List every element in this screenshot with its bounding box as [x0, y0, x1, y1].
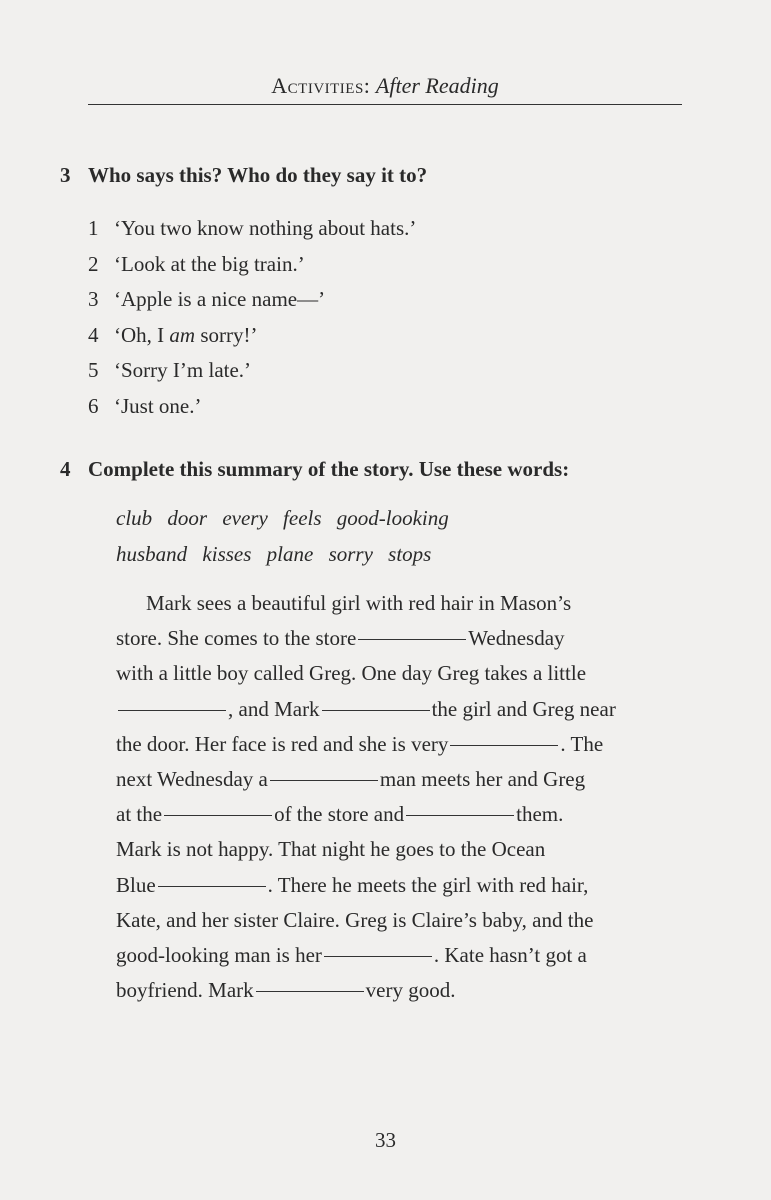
summary-text: Kate, and her sister Claire. Greg is Claire’s baby, and the	[116, 907, 594, 932]
question-text: Who says this? Who do they say it to?	[88, 163, 428, 187]
summary-text: . Kate hasn’t got a	[433, 943, 587, 968]
summary-text: good-looking man is her	[116, 943, 322, 968]
fill-in-blank	[358, 638, 466, 640]
item-text: ‘Look at the big train.’	[114, 251, 305, 276]
summary-text: , and Mark	[228, 696, 320, 721]
summary-line	[116, 621, 690, 656]
fill-in-blank	[324, 955, 432, 957]
fill-in-blank	[158, 885, 266, 887]
list-item	[88, 282, 416, 318]
summary-text: Mark sees a beautiful girl with red hair in Mason’s	[146, 591, 572, 615]
summary-text: . There he meets the girl with red hair,	[267, 872, 589, 897]
summary-line	[116, 868, 690, 903]
item-number: 2	[88, 251, 99, 276]
summary-text: of the store and	[274, 802, 405, 827]
header-rule	[88, 104, 682, 105]
header-prefix: Activities:	[271, 73, 371, 98]
item-text: ‘Just one.’	[114, 393, 202, 418]
fill-in-blank	[406, 814, 514, 816]
list-item	[88, 211, 416, 247]
fill-in-blank	[270, 779, 378, 781]
fill-in-blank	[256, 990, 364, 992]
item-text: ‘Oh, I	[114, 322, 170, 347]
item-number: 1	[88, 216, 99, 240]
item-text: sorry!’	[195, 322, 258, 347]
fill-in-blank	[164, 814, 272, 816]
summary-text: man meets her and Greg	[379, 767, 586, 792]
summary-line	[116, 938, 690, 973]
word-bank	[116, 500, 449, 572]
summary-text: boyfriend. Mark	[116, 978, 254, 1003]
item-text: ‘You two know nothing about hats.’	[114, 216, 417, 240]
question-4-heading	[60, 454, 740, 484]
summary-text: Mark is not happy. That night he goes to the Ocean	[116, 837, 546, 862]
summary-text: Blue	[116, 872, 156, 897]
list-item	[88, 353, 416, 389]
item-number: 6	[88, 393, 99, 418]
summary-text: next Wednesday a	[116, 767, 268, 792]
summary-text: with a little boy called Greg. One day Greg takes a little	[116, 661, 587, 686]
summary-text: store. She comes to the store	[116, 626, 357, 651]
question-text: Complete this summary of the story. Use these words:	[88, 457, 570, 481]
question-3-heading	[60, 160, 740, 190]
item-text: ‘Apple is a nice name—’	[114, 287, 326, 312]
summary-text: the girl and Greg near	[431, 696, 616, 721]
item-number: 3	[88, 287, 99, 312]
item-number: 4	[88, 322, 99, 347]
fill-in-blank	[118, 709, 226, 711]
word-bank-line: club door every feels good-looking	[116, 506, 449, 530]
item-emphasis: am	[169, 322, 196, 347]
page-number: 33	[375, 1128, 396, 1152]
quote-list	[88, 211, 416, 425]
question-number: 4	[60, 457, 71, 481]
header-title: After Reading	[375, 73, 499, 98]
question-number: 3	[60, 163, 71, 187]
story-summary	[116, 586, 690, 1008]
item-text: ‘Sorry I’m late.’	[114, 358, 252, 383]
summary-line	[116, 727, 690, 762]
summary-text: Wednesday	[468, 626, 565, 651]
fill-in-blank	[322, 709, 430, 711]
list-item	[88, 318, 416, 354]
summary-line	[116, 903, 690, 938]
summary-line	[116, 797, 690, 832]
summary-text: . The	[560, 731, 604, 756]
item-number: 5	[88, 358, 99, 383]
summary-line	[116, 656, 690, 691]
summary-text: very good.	[365, 978, 456, 1003]
list-item	[88, 389, 416, 425]
word-bank-line: husband kisses plane sorry stops	[116, 542, 432, 566]
list-item	[88, 247, 416, 283]
summary-text: the door. Her face is red and she is very	[116, 731, 449, 756]
summary-text: at the	[116, 802, 163, 827]
fill-in-blank	[450, 744, 558, 746]
summary-line	[116, 973, 690, 1008]
summary-line	[116, 692, 690, 727]
running-header	[88, 72, 682, 100]
summary-line	[116, 586, 690, 621]
summary-text: them.	[516, 802, 564, 827]
summary-line	[116, 832, 690, 867]
summary-line	[116, 762, 690, 797]
